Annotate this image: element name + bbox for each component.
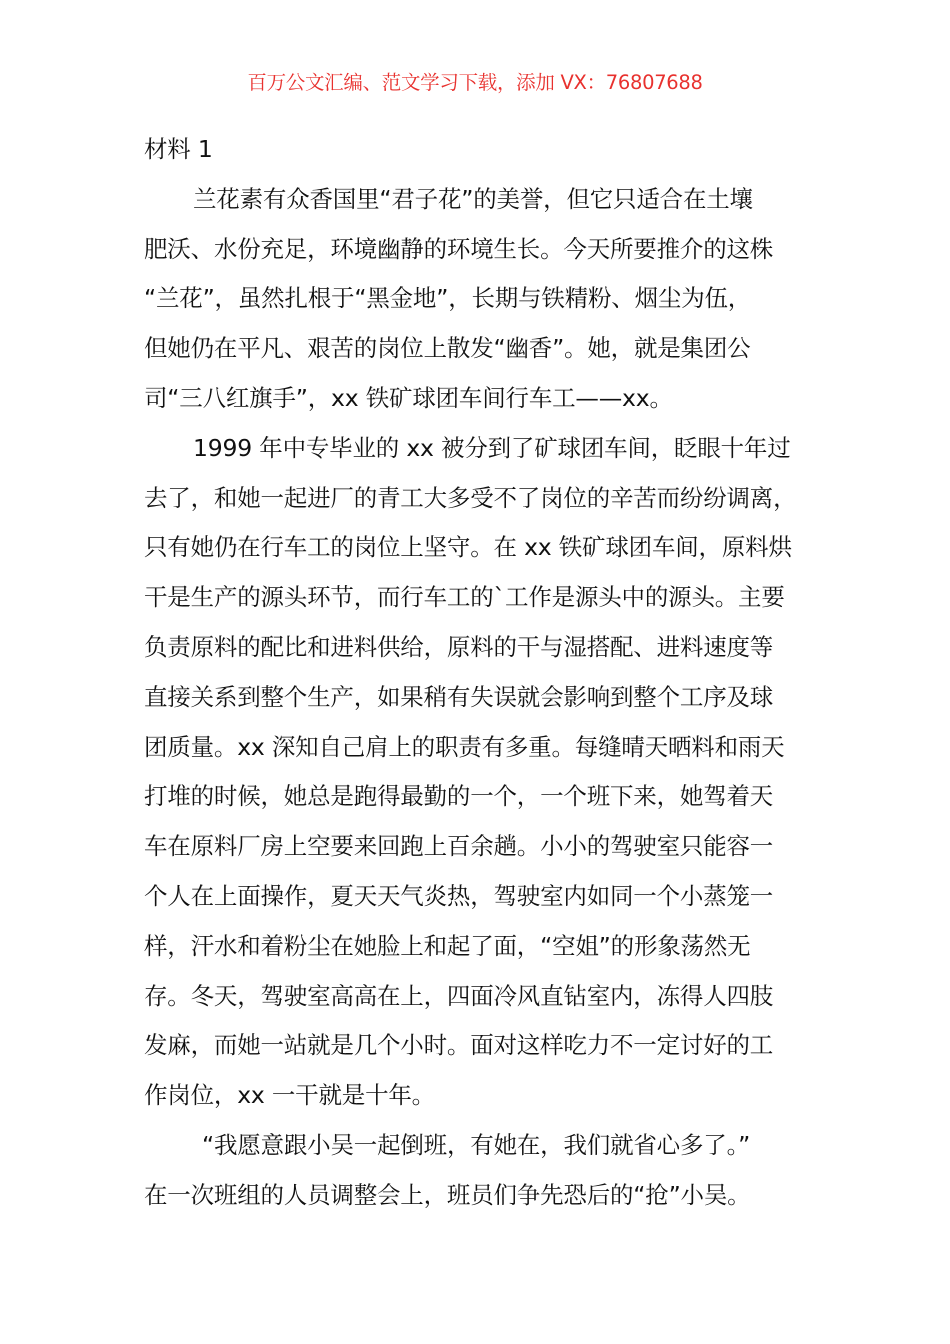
paragraph-line: 团质量。xx 深知自己肩上的职责有多重。每缝晴天晒料和雨天 — [144, 732, 785, 761]
paragraph-line: 车在原料厂房上空要来回跑上百余趟。小小的驾驶室只能容一 — [144, 832, 774, 861]
paragraph-line: 司“三八红旗手”，xx 铁矿球团车间行车工——xx。 — [144, 383, 673, 412]
paragraph-line: 存。冬天，驾驶室高高在上，四面冷风直钻室内，冻得人四肢 — [144, 981, 774, 1010]
paragraph-line: 但她仍在平凡、艰苦的岗位上散发“幽香”。她，就是集团公 — [144, 334, 751, 363]
paragraph-line: 只有她仍在行车工的岗位上坚守。在 xx 铁矿球团车间，原料烘 — [144, 533, 792, 562]
paragraph-line: 样，汗水和着粉尘在她脸上和起了面，“空姐”的形象荡然无 — [144, 931, 751, 960]
paragraph-line: “兰花”，虽然扎根于“黑金地”，长期与铁精粉、烟尘为伍， — [144, 284, 752, 313]
paragraph-line: 个人在上面操作，夏天天气炎热，驾驶室内如同一个小蒸笼一 — [144, 881, 774, 910]
paragraph-line: 1999 年中专毕业的 xx 被分到了矿球团车间，眨眼十年过 — [193, 433, 791, 462]
paragraph-line: 发麻，而她一站就是几个小时。面对这样吃力不一定讨好的工 — [144, 1031, 774, 1060]
section-title: 材料 1 — [144, 135, 213, 163]
paragraph-line: 直接关系到整个生产，如果稍有失误就会影响到整个工序及球 — [144, 682, 774, 711]
paragraph-line: 干是生产的源头环节，而行车工的`工作是源头中的源头。主要 — [144, 583, 785, 612]
paragraph-line: “我愿意跟小吴一起倒班，有她在，我们就省心多了。” — [202, 1130, 751, 1159]
watermark-header: 百万公文汇编、范文学习下载，添加 VX：76807688 — [247, 71, 703, 94]
document-body — [144, 125, 844, 1221]
paragraph-line: 作岗位，xx 一干就是十年。 — [144, 1081, 435, 1110]
paragraph-line: 去了，和她一起进厂的青工大多受不了岗位的辛苦而纷纷调离， — [144, 483, 797, 512]
paragraph-line: 在一次班组的人员调整会上，班员们争先恐后的“抢”小吴。 — [144, 1180, 751, 1209]
paragraph-line: 负责原料的配比和进料供给，原料的干与湿搭配、进料速度等 — [144, 632, 774, 661]
paragraph-line: 兰花素有众香国里“君子花”的美誉，但它只适合在土壤 — [193, 184, 753, 213]
paragraph-line: 肥沃、水份充足，环境幽静的环境生长。今天所要推介的这株 — [144, 234, 774, 263]
paragraph-line: 打堆的时候，她总是跑得最勤的一个，一个班下来，她驾着天 — [144, 782, 774, 811]
